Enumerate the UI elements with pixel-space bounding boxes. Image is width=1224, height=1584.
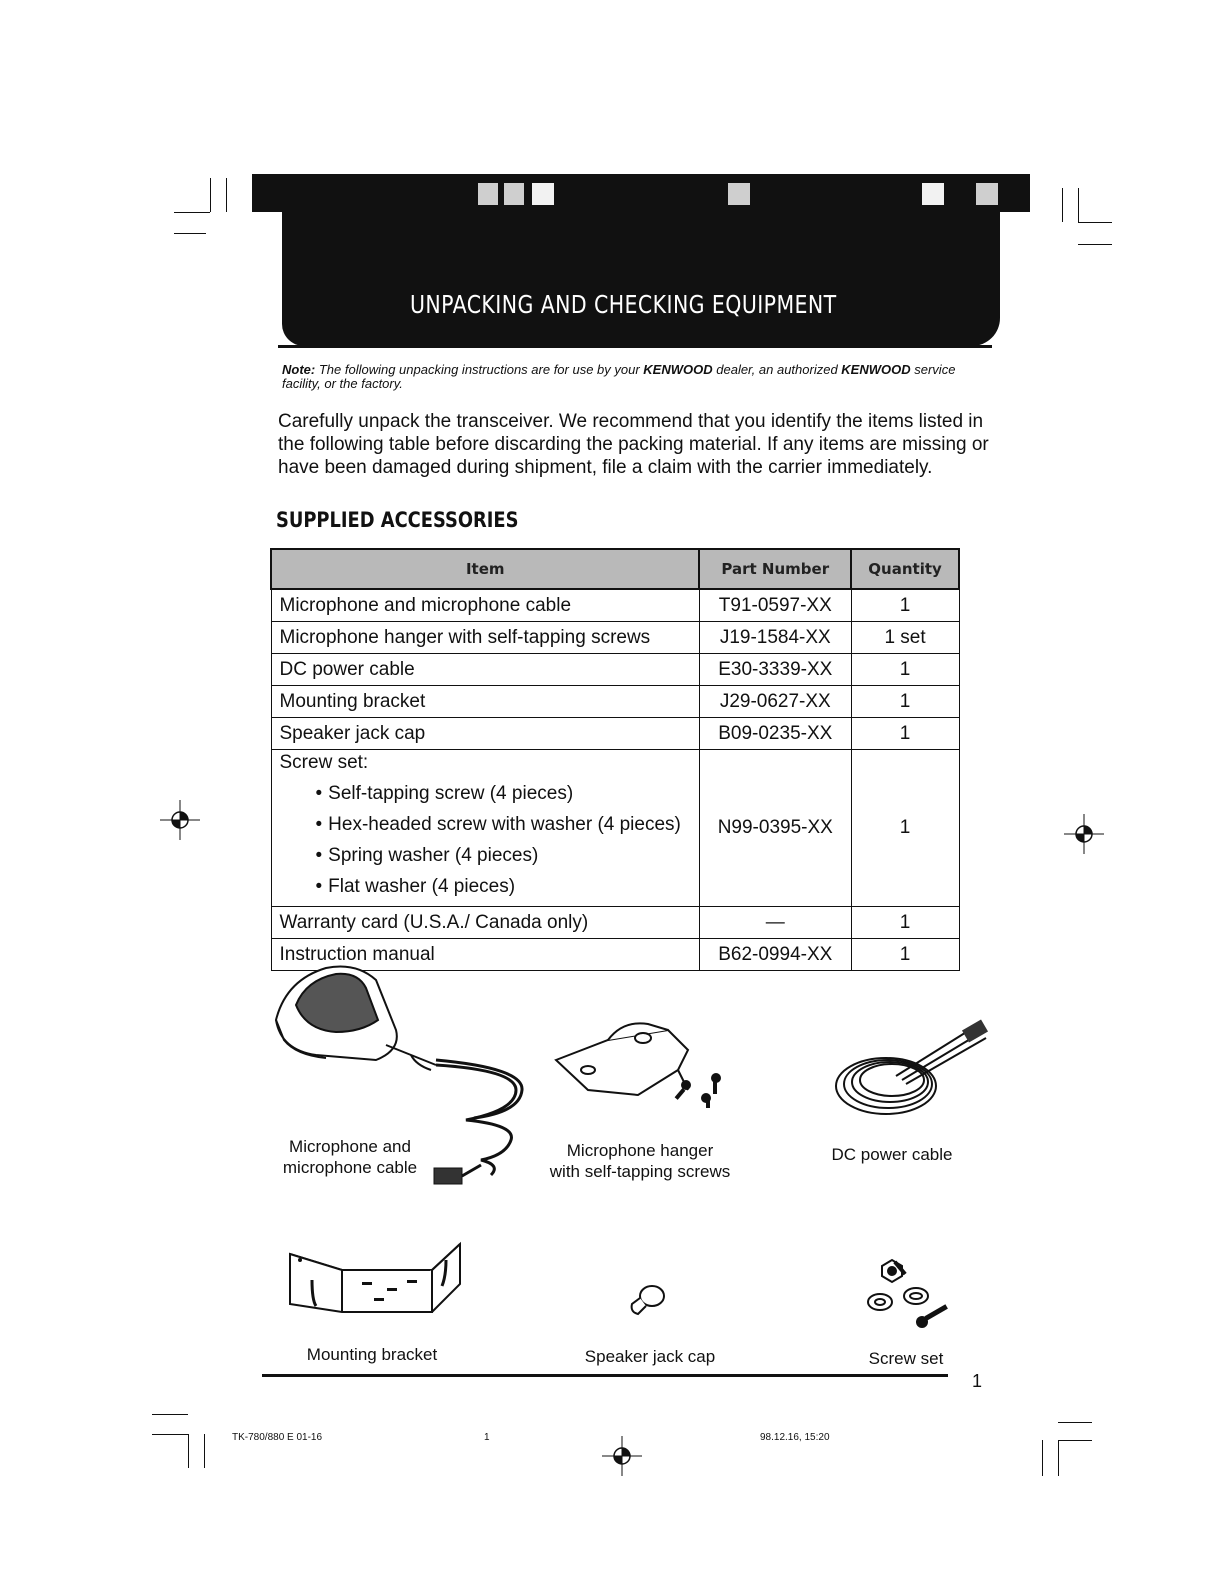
caption-dc-power-cable: DC power cable	[831, 1145, 953, 1164]
table-row	[271, 622, 959, 654]
list-item: • Self-tapping screw (4 pieces)	[316, 778, 691, 809]
quantity-cell: 1	[851, 718, 959, 750]
column-header-quantity: Quantity	[851, 549, 959, 589]
list-item: • Flat washer (4 pieces)	[316, 871, 691, 902]
note-brand: KENWOOD	[841, 362, 911, 377]
column-header-part-number: Part Number	[699, 549, 851, 589]
caption-line: with self-tapping screws	[549, 1162, 731, 1181]
part-number-cell: E30-3339-XX	[699, 654, 851, 686]
footer-file-id: TK-780/880 E 01-16	[232, 1432, 323, 1443]
part-number-cell: B62-0994-XX	[699, 939, 851, 971]
screw-set-illustration	[858, 1254, 958, 1338]
table-row	[271, 907, 959, 939]
table-row	[271, 718, 959, 750]
part-number-cell: B09-0235-XX	[699, 718, 851, 750]
item-cell: Mounting bracket	[271, 686, 699, 718]
quantity-cell: 1	[851, 686, 959, 718]
mounting-bracket-illustration	[282, 1230, 472, 1336]
note-label: Note:	[282, 362, 316, 377]
item-cell: Speaker jack cap	[271, 718, 699, 750]
quantity-cell: 1	[851, 750, 959, 907]
dc-power-cable-illustration	[826, 1006, 996, 1126]
intro-paragraph: Carefully unpack the transceiver. We recommend that you identify the items listed in the following table before discarding the packing material. If any items are missing or have been damaged during shipment, file a claim with the carrier immediately.	[278, 411, 989, 478]
item-cell: DC power cable	[271, 654, 699, 686]
table-header-row	[271, 549, 959, 589]
table-row	[271, 589, 959, 622]
part-number-cell: T91-0597-XX	[699, 589, 851, 622]
footer-page-ref: 1	[484, 1432, 490, 1443]
caption-line: Microphone and	[289, 1137, 411, 1156]
registration-target-right	[1064, 814, 1104, 854]
quantity-cell: 1 set	[851, 622, 959, 654]
speaker-jack-cap-illustration	[626, 1280, 670, 1320]
caption-screw-set: Screw set	[868, 1349, 944, 1368]
item-cell: Microphone hanger with self-tapping screws	[271, 622, 699, 654]
page-title: UNPACKING AND CHECKING EQUIPMENT	[410, 290, 837, 319]
caption-line: microphone cable	[282, 1158, 418, 1177]
section-heading: SUPPLIED ACCESSORIES	[276, 508, 519, 532]
dealer-note	[282, 363, 972, 391]
table-row-screw-set	[271, 750, 959, 907]
caption-line: Microphone hanger	[566, 1141, 714, 1160]
part-number-cell: N99-0395-XX	[699, 750, 851, 907]
quantity-cell: 1	[851, 907, 959, 939]
item-cell: Warranty card (U.S.A./ Canada only)	[271, 907, 699, 939]
column-header-item: Item	[271, 549, 699, 589]
item-cell	[271, 750, 699, 907]
registration-target-bottom	[602, 1436, 642, 1476]
quantity-cell: 1	[851, 589, 959, 622]
part-number-cell: J19-1584-XX	[699, 622, 851, 654]
note-brand: KENWOOD	[643, 362, 713, 377]
table-row	[271, 686, 959, 718]
bottom-rule	[262, 1374, 948, 1377]
accessories-table	[270, 548, 960, 971]
table-row	[271, 654, 959, 686]
part-number-cell: J29-0627-XX	[699, 686, 851, 718]
footer-timestamp: 98.12.16, 15:20	[760, 1432, 830, 1443]
caption-mounting-bracket: Mounting bracket	[306, 1345, 438, 1364]
caption-speaker-jack-cap: Speaker jack cap	[584, 1347, 716, 1366]
item-cell: Instruction manual	[271, 939, 699, 971]
screw-set-label: Screw set:	[279, 752, 369, 773]
caption-microphone	[272, 1136, 428, 1178]
screw-set-list	[280, 778, 691, 902]
quantity-cell: 1	[851, 654, 959, 686]
page-number: 1	[972, 1371, 983, 1391]
quantity-cell: 1	[851, 939, 959, 971]
note-text: dealer, an authorized	[712, 362, 842, 377]
note-text: The following unpacking instructions are for use by your	[318, 362, 644, 377]
part-number-cell: —	[699, 907, 851, 939]
caption-hanger	[530, 1140, 750, 1182]
note-text: service facility, or the factory.	[282, 362, 956, 391]
list-item: • Hex-headed screw with washer (4 pieces)	[316, 809, 691, 840]
item-cell: Microphone and microphone cable	[271, 589, 699, 622]
registration-target-left	[160, 800, 200, 840]
list-item: • Spring washer (4 pieces)	[316, 840, 691, 871]
microphone-hanger-illustration	[548, 1010, 738, 1110]
